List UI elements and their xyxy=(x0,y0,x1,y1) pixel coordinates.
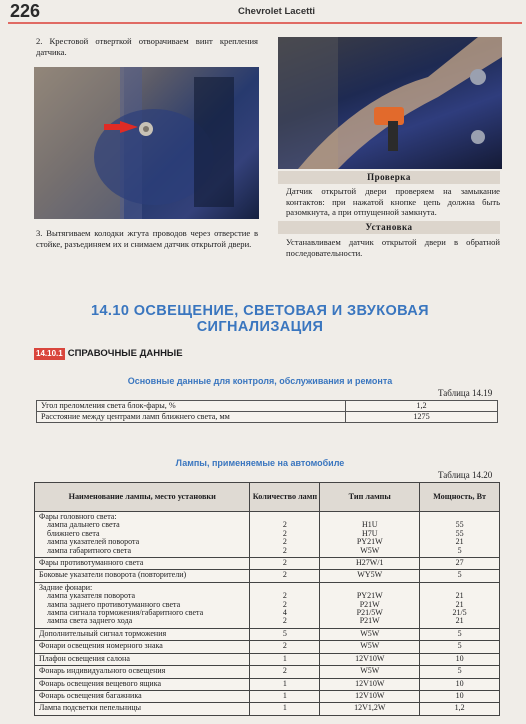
lamp-qty-cell xyxy=(250,678,320,690)
lamp-name: лампа сигнала торможения/габаритного света xyxy=(47,608,204,618)
table2-header-row xyxy=(35,483,500,512)
table-row xyxy=(35,703,500,715)
lamp-qty-cell xyxy=(250,628,320,640)
table2-body xyxy=(35,512,500,716)
lamp-type: W5W xyxy=(360,628,380,638)
lamp-type-cell xyxy=(320,690,420,702)
photo-wiring-connector xyxy=(278,37,502,169)
lamp-qty: 2 xyxy=(282,591,287,601)
param-value: 1275 xyxy=(346,412,498,423)
lamp-qty-cell xyxy=(250,570,320,582)
lamp-qty-cell xyxy=(250,690,320,702)
lamp-qty: 4 xyxy=(282,608,287,618)
lamp-power: 1,2 xyxy=(454,703,465,713)
lamp-power-cell xyxy=(420,558,500,570)
lamp-type: P21W xyxy=(359,599,380,609)
lamp-name-cell xyxy=(35,570,250,582)
lamp-type: W5W xyxy=(360,666,380,676)
lamp-type-cell xyxy=(320,558,420,570)
subsection-number: 14.10.1 xyxy=(36,349,63,358)
table-row xyxy=(35,653,500,665)
lamp-name: Фары головного света: xyxy=(39,512,117,521)
install-text: Устанавливаем датчик открытой двери в обратной последовательности. xyxy=(286,237,500,258)
lamp-name: ближнего света xyxy=(47,528,100,538)
lamp-type: H27W/1 xyxy=(355,558,384,568)
lamp-name: Дополнительный сигнал торможения xyxy=(39,628,167,638)
lamp-power: 5 xyxy=(457,666,462,676)
lamp-qty: 2 xyxy=(282,599,287,609)
book-title: Chevrolet Lacetti xyxy=(238,6,316,17)
lamp-name: Фонарь индивидуального освещения xyxy=(39,666,166,676)
table1-number: Таблица 14.19 xyxy=(438,388,493,398)
page-header xyxy=(8,2,522,24)
table-row xyxy=(35,628,500,640)
lamp-power-cell xyxy=(420,690,500,702)
step-3-text: 3. Вытягиваем колодки жгута проводов через отверстие в стойке, разъединяем их и снимаем датчик открытой двери. xyxy=(36,228,258,249)
lamp-type-cell xyxy=(320,512,420,558)
header-name: Наименование лампы, место установки xyxy=(35,483,250,512)
lamp-power: 21/5 xyxy=(452,608,467,618)
lamp-name: лампа света заднего хода xyxy=(47,616,133,626)
lamp-power: 5 xyxy=(457,641,462,651)
lamp-qty: 1 xyxy=(282,690,287,700)
lamp-qty: 2 xyxy=(282,558,287,568)
lamp-power-cell xyxy=(420,570,500,582)
check-heading: Проверка xyxy=(278,171,500,184)
table-row xyxy=(35,582,500,628)
header-type: Тип лампы xyxy=(320,483,420,512)
table-row xyxy=(35,666,500,678)
lamp-power: 27 xyxy=(455,558,464,568)
lamp-qty-cell xyxy=(250,558,320,570)
table-row xyxy=(35,570,500,582)
lamp-power-cell xyxy=(420,703,500,715)
lamp-name-cell xyxy=(35,666,250,678)
lamp-name: Фонарь освещения вещевого ящика xyxy=(39,678,162,688)
photo-door-sensor-screw xyxy=(34,67,259,219)
lamp-power-cell xyxy=(420,582,500,628)
lamp-qty-cell xyxy=(250,666,320,678)
lamp-power: 5 xyxy=(457,628,462,638)
lamp-qty: 1 xyxy=(282,678,287,688)
lamp-name: лампа габаритного света xyxy=(47,545,132,555)
lamp-power: 10 xyxy=(455,678,464,688)
step-2-text: 2. Крестовой отверткой отворачиваем винт крепления датчика. xyxy=(36,36,258,57)
table1-body xyxy=(37,401,498,423)
lamp-qty-cell xyxy=(250,512,320,558)
lamp-qty: 2 xyxy=(282,616,287,626)
lamp-qty-cell xyxy=(250,582,320,628)
header-power: Мощность, Вт xyxy=(420,483,500,512)
lamp-type: H1U xyxy=(361,520,378,530)
table-row xyxy=(37,412,498,423)
lamp-type: WY5W xyxy=(357,570,383,580)
lamp-name-cell xyxy=(35,641,250,653)
lamp-name: лампа дальнего света xyxy=(47,520,120,530)
lamp-type: H7U xyxy=(361,528,378,538)
table-row xyxy=(35,558,500,570)
subsection-title: СПРАВОЧНЫЕ ДАННЫЕ xyxy=(67,348,183,359)
lamp-power: 21 xyxy=(455,599,464,609)
section-title-line-1: 14.10 ОСВЕЩЕНИЕ, СВЕТОВАЯ И ЗВУКОВАЯ xyxy=(91,303,429,319)
lamp-type: PY21W xyxy=(356,591,383,601)
lamp-name: Лампа подсветки пепельницы xyxy=(39,703,142,713)
lamp-name: Плафон освещения салона xyxy=(39,653,130,663)
table1-title: Основные данные для контроля, обслуживания и ремонта xyxy=(127,376,393,386)
header-qty: Количество ламп xyxy=(250,483,320,512)
lamp-type: 12V10W xyxy=(355,690,385,700)
lamp-name: Боковые указатели поворота (повторители) xyxy=(39,570,187,580)
lamp-power-cell xyxy=(420,628,500,640)
photo-illustration-2 xyxy=(278,37,502,169)
lamp-type: P21W xyxy=(359,616,380,626)
lamp-type-cell xyxy=(320,582,420,628)
lamp-name: лампа указателей поворота xyxy=(47,537,140,547)
table-row xyxy=(35,512,500,558)
lamp-name-cell xyxy=(35,703,250,715)
table-row xyxy=(37,401,498,412)
section-title-line-2: СИГНАЛИЗАЦИЯ xyxy=(196,319,324,335)
lamp-type-cell xyxy=(320,570,420,582)
lamp-name-cell xyxy=(35,690,250,702)
lamp-type-cell xyxy=(320,653,420,665)
lamp-qty: 2 xyxy=(282,545,287,555)
lamp-power-cell xyxy=(420,512,500,558)
lamp-type-cell xyxy=(320,703,420,715)
check-text: Датчик открытой двери проверяем на замыкание контактов: при нажатой кнопке цепь должна быть разомкнута, а при отпущенной замкнута. xyxy=(286,186,500,218)
lamp-qty: 2 xyxy=(282,641,287,651)
lamp-name: Фары противотуманного света xyxy=(39,558,144,568)
lamp-type: P21/5W xyxy=(356,608,383,618)
lamp-type: PY21W xyxy=(356,537,383,547)
lamp-power: 10 xyxy=(455,690,464,700)
lamp-power: 55 xyxy=(455,528,464,538)
lamp-power: 5 xyxy=(457,545,462,555)
table2-title: Лампы, применяемые на автомобиле xyxy=(175,458,345,468)
param-label: Угол преломления света блок-фары, % xyxy=(37,401,346,412)
lamp-power: 55 xyxy=(455,520,464,530)
subsection-heading xyxy=(34,348,183,360)
lamp-power-cell xyxy=(420,653,500,665)
lamp-name: Фонарь освещения багажника xyxy=(39,690,142,700)
lamp-power-cell xyxy=(420,678,500,690)
install-heading: Установка xyxy=(278,221,500,234)
lamp-name: Фонари освещения номерного знака xyxy=(39,641,163,651)
lamp-name-cell xyxy=(35,512,250,558)
lamp-qty: 1 xyxy=(282,653,287,663)
lamp-qty-cell xyxy=(250,641,320,653)
lamp-type-cell xyxy=(320,628,420,640)
lamp-type: 12V10W xyxy=(355,678,385,688)
lamp-qty: 2 xyxy=(282,528,287,538)
lamp-name-cell xyxy=(35,678,250,690)
lamp-type-cell xyxy=(320,641,420,653)
lamp-name-cell xyxy=(35,653,250,665)
lamp-name: лампа заднего противотуманного света xyxy=(47,599,181,609)
table2-number: Таблица 14.20 xyxy=(438,470,493,480)
lamp-power-cell xyxy=(420,641,500,653)
lamp-qty: 2 xyxy=(282,666,287,676)
lamp-power: 21 xyxy=(455,616,464,626)
lamp-name: Задние фонари: xyxy=(39,582,93,592)
lamp-name-cell xyxy=(35,582,250,628)
table-row xyxy=(35,678,500,690)
lamp-qty-cell xyxy=(250,703,320,715)
photo-illustration xyxy=(34,67,259,219)
table-row xyxy=(35,690,500,702)
lamp-qty: 2 xyxy=(282,520,287,530)
lamp-power: 21 xyxy=(455,591,464,601)
lamp-power: 10 xyxy=(455,653,464,663)
lamp-qty-cell xyxy=(250,653,320,665)
table-row xyxy=(35,641,500,653)
lamp-type-cell xyxy=(320,666,420,678)
lamp-qty: 1 xyxy=(282,703,287,713)
lamp-qty: 2 xyxy=(282,570,287,580)
table2 xyxy=(34,482,500,716)
lamp-qty: 5 xyxy=(282,628,287,638)
lamp-power: 5 xyxy=(457,570,462,580)
section-title xyxy=(40,303,480,335)
lamp-name-cell xyxy=(35,558,250,570)
lamp-name-cell xyxy=(35,628,250,640)
lamp-power: 21 xyxy=(455,537,464,547)
lamp-qty: 2 xyxy=(282,537,287,547)
lamp-type: 12V1,2W xyxy=(354,703,386,713)
lamp-power-cell xyxy=(420,666,500,678)
lamp-name: лампа указателя поворота xyxy=(47,591,136,601)
table1 xyxy=(36,400,498,423)
lamp-type-cell xyxy=(320,678,420,690)
page-number: 226 xyxy=(10,1,41,21)
lamp-type: W5W xyxy=(360,545,380,555)
lamp-type: 12V10W xyxy=(355,653,385,663)
param-label: Расстояние между центрами ламп ближнего света, мм xyxy=(37,412,346,423)
param-value: 1,2 xyxy=(346,401,498,412)
lamp-type: W5W xyxy=(360,641,380,651)
